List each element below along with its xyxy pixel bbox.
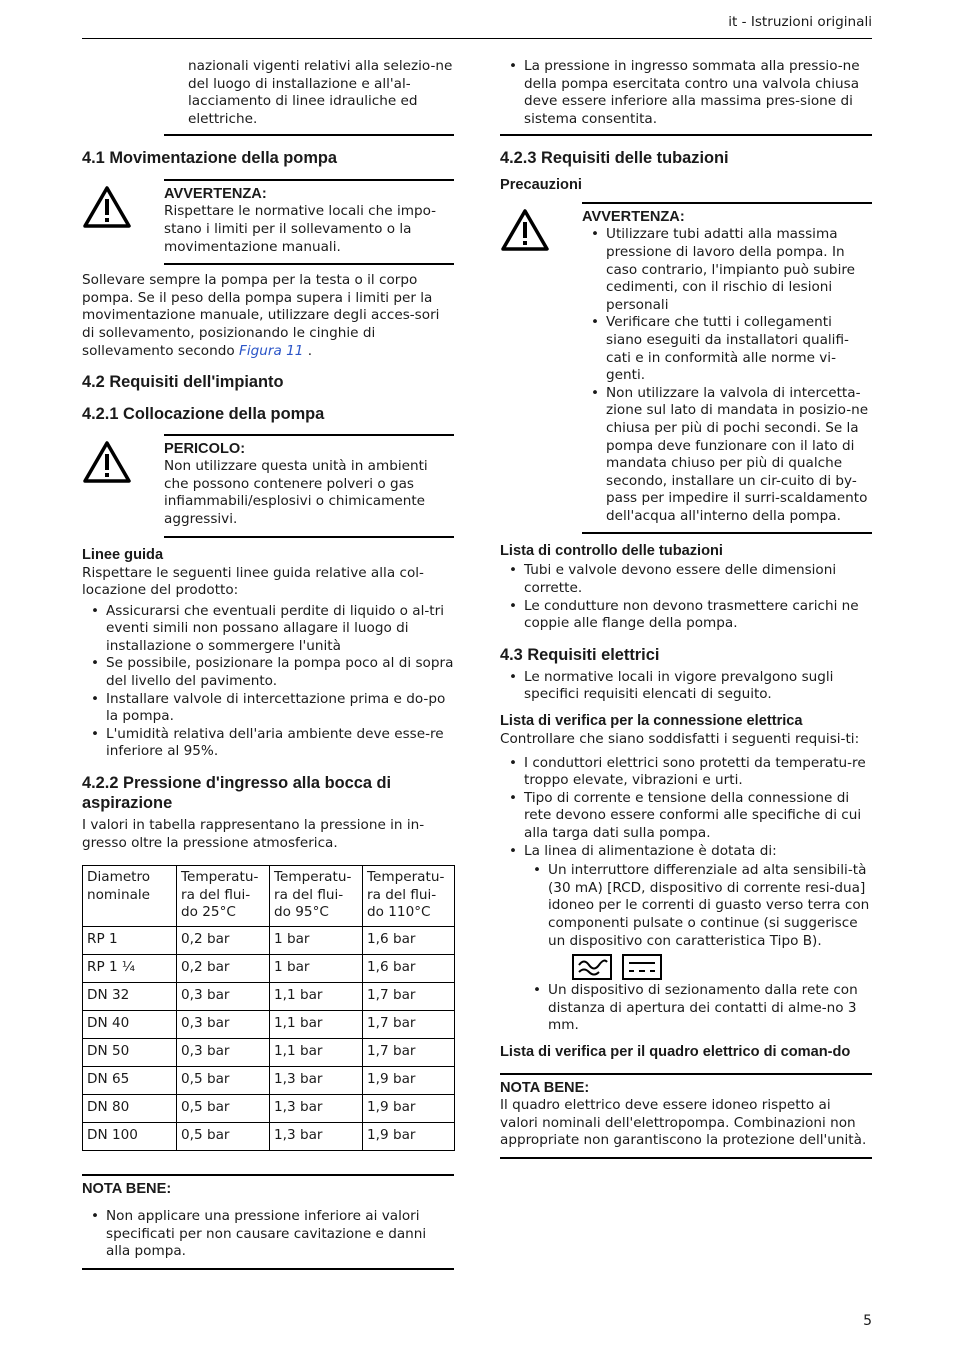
table-header-cell: Temperatu-ra del flui-do 95°C (270, 866, 363, 927)
table-cell: 0,5 bar (177, 1123, 270, 1151)
power-line-sublist (524, 862, 872, 950)
list-item: • Le condutture non devono trasmettere carichi ne coppie alle flange della pompa. (500, 598, 872, 633)
dc-symbol-icon (622, 954, 662, 980)
warning-title: AVVERTENZA: (582, 209, 685, 226)
intro-text: nazionali vigenti relativi alla selezio-ne del luogo di installazione e all'al-lacciamento di linee idrauliche ed elettriche. (188, 58, 453, 127)
list-item: • Non applicare una pressione inferiore ai valori specificati per non causare cavitazione e danni alla pompa. (82, 1208, 454, 1261)
table-cell: 1,9 bar (363, 1095, 455, 1123)
table-cell: 0,3 bar (177, 983, 270, 1011)
power-line-sublist-2 (524, 982, 872, 1035)
section-4-3-title: 4.3 Requisiti elettrici (500, 645, 660, 664)
table-cell: 1 bar (270, 955, 363, 983)
list-item: • Se possibile, posizionare la pompa poco al di sopra del livello del pavimento. (82, 655, 454, 690)
table-cell: 1,3 bar (270, 1095, 363, 1123)
warning-text: Rispettare le normative locali che impo-stano i limiti per il sollevamento o la movimentazione manuali. (164, 203, 437, 255)
section-4-2-1-title: 4.2.1 Collocazione della pompa (82, 405, 325, 424)
section-4-1-body-text: Sollevare sempre la pompa per la testa o il corpo pompa. Se il peso della pompa supera i limiti per la movimentazione manuale, utilizzare degli acces-sori di sollevamento, posizionando le cinghie di sollevamento secondo (82, 272, 440, 359)
danger-triangle-icon (82, 440, 132, 484)
table-row (83, 1123, 455, 1151)
intro-continuation-right (500, 58, 872, 136)
guidelines-intro: Rispettare le seguenti linee guida relative alla col-locazione del prodotto: (82, 564, 424, 599)
list-item: • L'umidità relativa dell'aria ambiente deve esse-re inferiore al 95%. (82, 726, 454, 761)
nota-bene-title: NOTA BENE: (500, 1079, 590, 1096)
table-cell: 1,9 bar (363, 1067, 455, 1095)
guidelines-list (82, 603, 454, 761)
table-cell: 0,2 bar (177, 927, 270, 955)
section-4-2-2-title: 4.2.2 Pressione d'ingresso alla bocca di aspirazione (82, 774, 392, 813)
page-number: 5 (863, 1313, 872, 1329)
table-cell: RP 1 ¼ (83, 955, 177, 983)
nota-bene-box-left (82, 1174, 454, 1270)
table-cell: DN 65 (83, 1067, 177, 1095)
table-row (83, 1095, 455, 1123)
list-item: • La pressione in ingresso sommata alla pressio-ne della pompa esercitata contro una valvola chiusa deve essere inferiore alla massima pres-sione di sistema consentita. (500, 58, 872, 128)
intro-continuation (164, 58, 454, 136)
nota-bene-title: NOTA BENE: (82, 1181, 172, 1197)
table-cell: 1,9 bar (363, 1123, 455, 1151)
table-row (83, 1039, 455, 1067)
list-item: • Non utilizzare la valvola di intercetta-zione sul lato di mandata in posizio-ne chiusa per più di pochi secondi. Se la pompa deve funzionare con il lato di mandata chiuso per più di qualche secondo, installare un cir-cuito di by-pass per impedire il surri-scaldamento dell'acqua all'interno della pompa. (582, 385, 872, 526)
table-cell: DN 80 (83, 1095, 177, 1123)
list-item: • Verificare che tutti i collegamenti siano eseguiti da installatori qualifi-cati e in conformità alle norme vi-genti. (582, 314, 872, 384)
list-item (500, 843, 872, 1035)
precautions-title: Precauzioni (500, 177, 582, 194)
section-4-3-list (500, 669, 872, 704)
right-column (500, 58, 872, 1159)
list-item: • Un interruttore differenziale ad alta sensibili-tà (30 mA) [RCD, dispositivo di corrente resi-dua] idoneo per le correnti di guasto verso terra con componenti pulsate o continue (si suggerisce un dispositivo con caratteristica Tipo B). (524, 862, 872, 950)
warning-triangle-icon (500, 208, 550, 252)
list-item: • Installare valvole di intercettazione prima e do-po la pompa. (82, 691, 454, 726)
nota-bene-text: Il quadro elettrico deve essere idoneo rispetto ai valori nominali dell'elettropompa. Combinazioni non appropriate non garantiscono la protezione dell'unità. (500, 1096, 867, 1149)
warning-title: AVVERTENZA: (164, 186, 267, 203)
table-row (83, 983, 455, 1011)
list-item: • Assicurarsi che eventuali perdite di liquido o al-tri eventi simili non possano allagare il luogo di installazione o sommergere l'unità (82, 603, 454, 656)
table-row (83, 927, 455, 955)
table-cell: DN 50 (83, 1039, 177, 1067)
figure-11-link[interactable]: Figura 11 (239, 342, 304, 359)
table-header-cell: Temperatu-ra del flui-do 110°C (363, 866, 455, 927)
list-item: • Tubi e valvole devono essere delle dimensioni corrette. (500, 562, 872, 597)
electrical-checklist-title: Lista di verifica per la connessione elettrica (500, 713, 803, 730)
table-cell: DN 32 (83, 983, 177, 1011)
panel-checklist-title: Lista di verifica per il quadro elettrico di coman-do (500, 1043, 851, 1060)
table-header-cell: Temperatu-ra del flui-do 25°C (177, 866, 270, 927)
danger-title: PERICOLO: (164, 441, 246, 458)
table-cell: 0,5 bar (177, 1067, 270, 1095)
table-cell: 1,1 bar (270, 1011, 363, 1039)
section-4-2-2-body: I valori in tabella rappresentano la pressione in in-gresso oltre la pressione atmosferica. (82, 817, 425, 851)
table-row (83, 1011, 455, 1039)
warning-box-4-2-3 (500, 202, 872, 534)
section-4-1-title: 4.1 Movimentazione della pompa (82, 149, 338, 168)
table-cell: RP 1 (83, 927, 177, 955)
list-item: • Le normative locali in vigore prevalgono sugli specifici requisiti elencati di seguito. (500, 669, 872, 704)
table-cell: 0,3 bar (177, 1039, 270, 1067)
table-cell: 1,1 bar (270, 1039, 363, 1067)
running-header: it - Istruzioni originali (728, 14, 872, 30)
table-cell: 1,3 bar (270, 1067, 363, 1095)
warning-box-4-1 (82, 179, 454, 265)
table-cell: 1,1 bar (270, 983, 363, 1011)
nota-bene-list (82, 1208, 454, 1261)
list-item-text: La linea di alimentazione è dotata di: (524, 842, 777, 859)
table-header-row (83, 866, 455, 927)
table-cell: 1,7 bar (363, 1039, 455, 1067)
danger-text: Non utilizzare questa unità in ambienti che possono contenere polveri o gas infiammabili/esplosivi o chimicamente aggressivi. (164, 458, 428, 527)
table-header-cell: Diametro nominale (83, 866, 177, 927)
section-4-2-title: 4.2 Requisiti dell'impianto (82, 373, 284, 392)
warning-list (582, 226, 872, 525)
left-column (82, 58, 454, 1270)
pipe-checklist-title: Lista di controllo delle tubazioni (500, 543, 723, 560)
list-item: • I conduttori elettrici sono protetti da temperatu-re troppo elevate, vibrazioni e urti. (500, 755, 872, 790)
list-item: • Utilizzare tubi adatti alla massima pressione di lavoro della pompa. In caso contrario, l'impianto può subire cedimenti, con il rischio di lesioni personali (582, 226, 872, 314)
table-cell: 1,7 bar (363, 1011, 455, 1039)
pulsating-ac-symbol-icon (572, 954, 612, 980)
list-item: • Un dispositivo di sezionamento dalla rete con distanza di apertura dei contatti di alme-no 3 mm. (524, 982, 872, 1035)
table-cell: 1,7 bar (363, 983, 455, 1011)
nota-bene-box-right (500, 1073, 872, 1159)
table-cell: 1 bar (270, 927, 363, 955)
section-4-1-body (82, 272, 454, 360)
table-cell: 0,5 bar (177, 1095, 270, 1123)
pressure-table (82, 865, 455, 1151)
table-cell: 1,6 bar (363, 955, 455, 983)
table-cell: DN 40 (83, 1011, 177, 1039)
table-row (83, 955, 455, 983)
danger-box-4-2-1 (82, 434, 454, 537)
rcd-type-symbols (572, 954, 872, 980)
electrical-checklist (500, 755, 872, 1035)
section-4-2-3-title: 4.2.3 Requisiti delle tubazioni (500, 149, 729, 168)
table-cell: 1,6 bar (363, 927, 455, 955)
header-rule (82, 38, 872, 39)
electrical-checklist-intro: Controllare che siano soddisfatti i seguenti requisi-ti: (500, 731, 860, 748)
guidelines-title: Linee guida (82, 546, 164, 563)
pipe-checklist (500, 562, 872, 632)
table-row (83, 1067, 455, 1095)
table-cell: 1,3 bar (270, 1123, 363, 1151)
table-cell: DN 100 (83, 1123, 177, 1151)
warning-triangle-icon (82, 185, 132, 229)
table-cell: 0,2 bar (177, 955, 270, 983)
section-4-1-body-end: . (303, 342, 313, 359)
table-cell: 0,3 bar (177, 1011, 270, 1039)
intro-list (500, 58, 872, 128)
list-item: • Tipo di corrente e tensione della connessione di rete devono essere conformi alle specifiche di cui alla targa dati sulla pompa. (500, 790, 872, 843)
